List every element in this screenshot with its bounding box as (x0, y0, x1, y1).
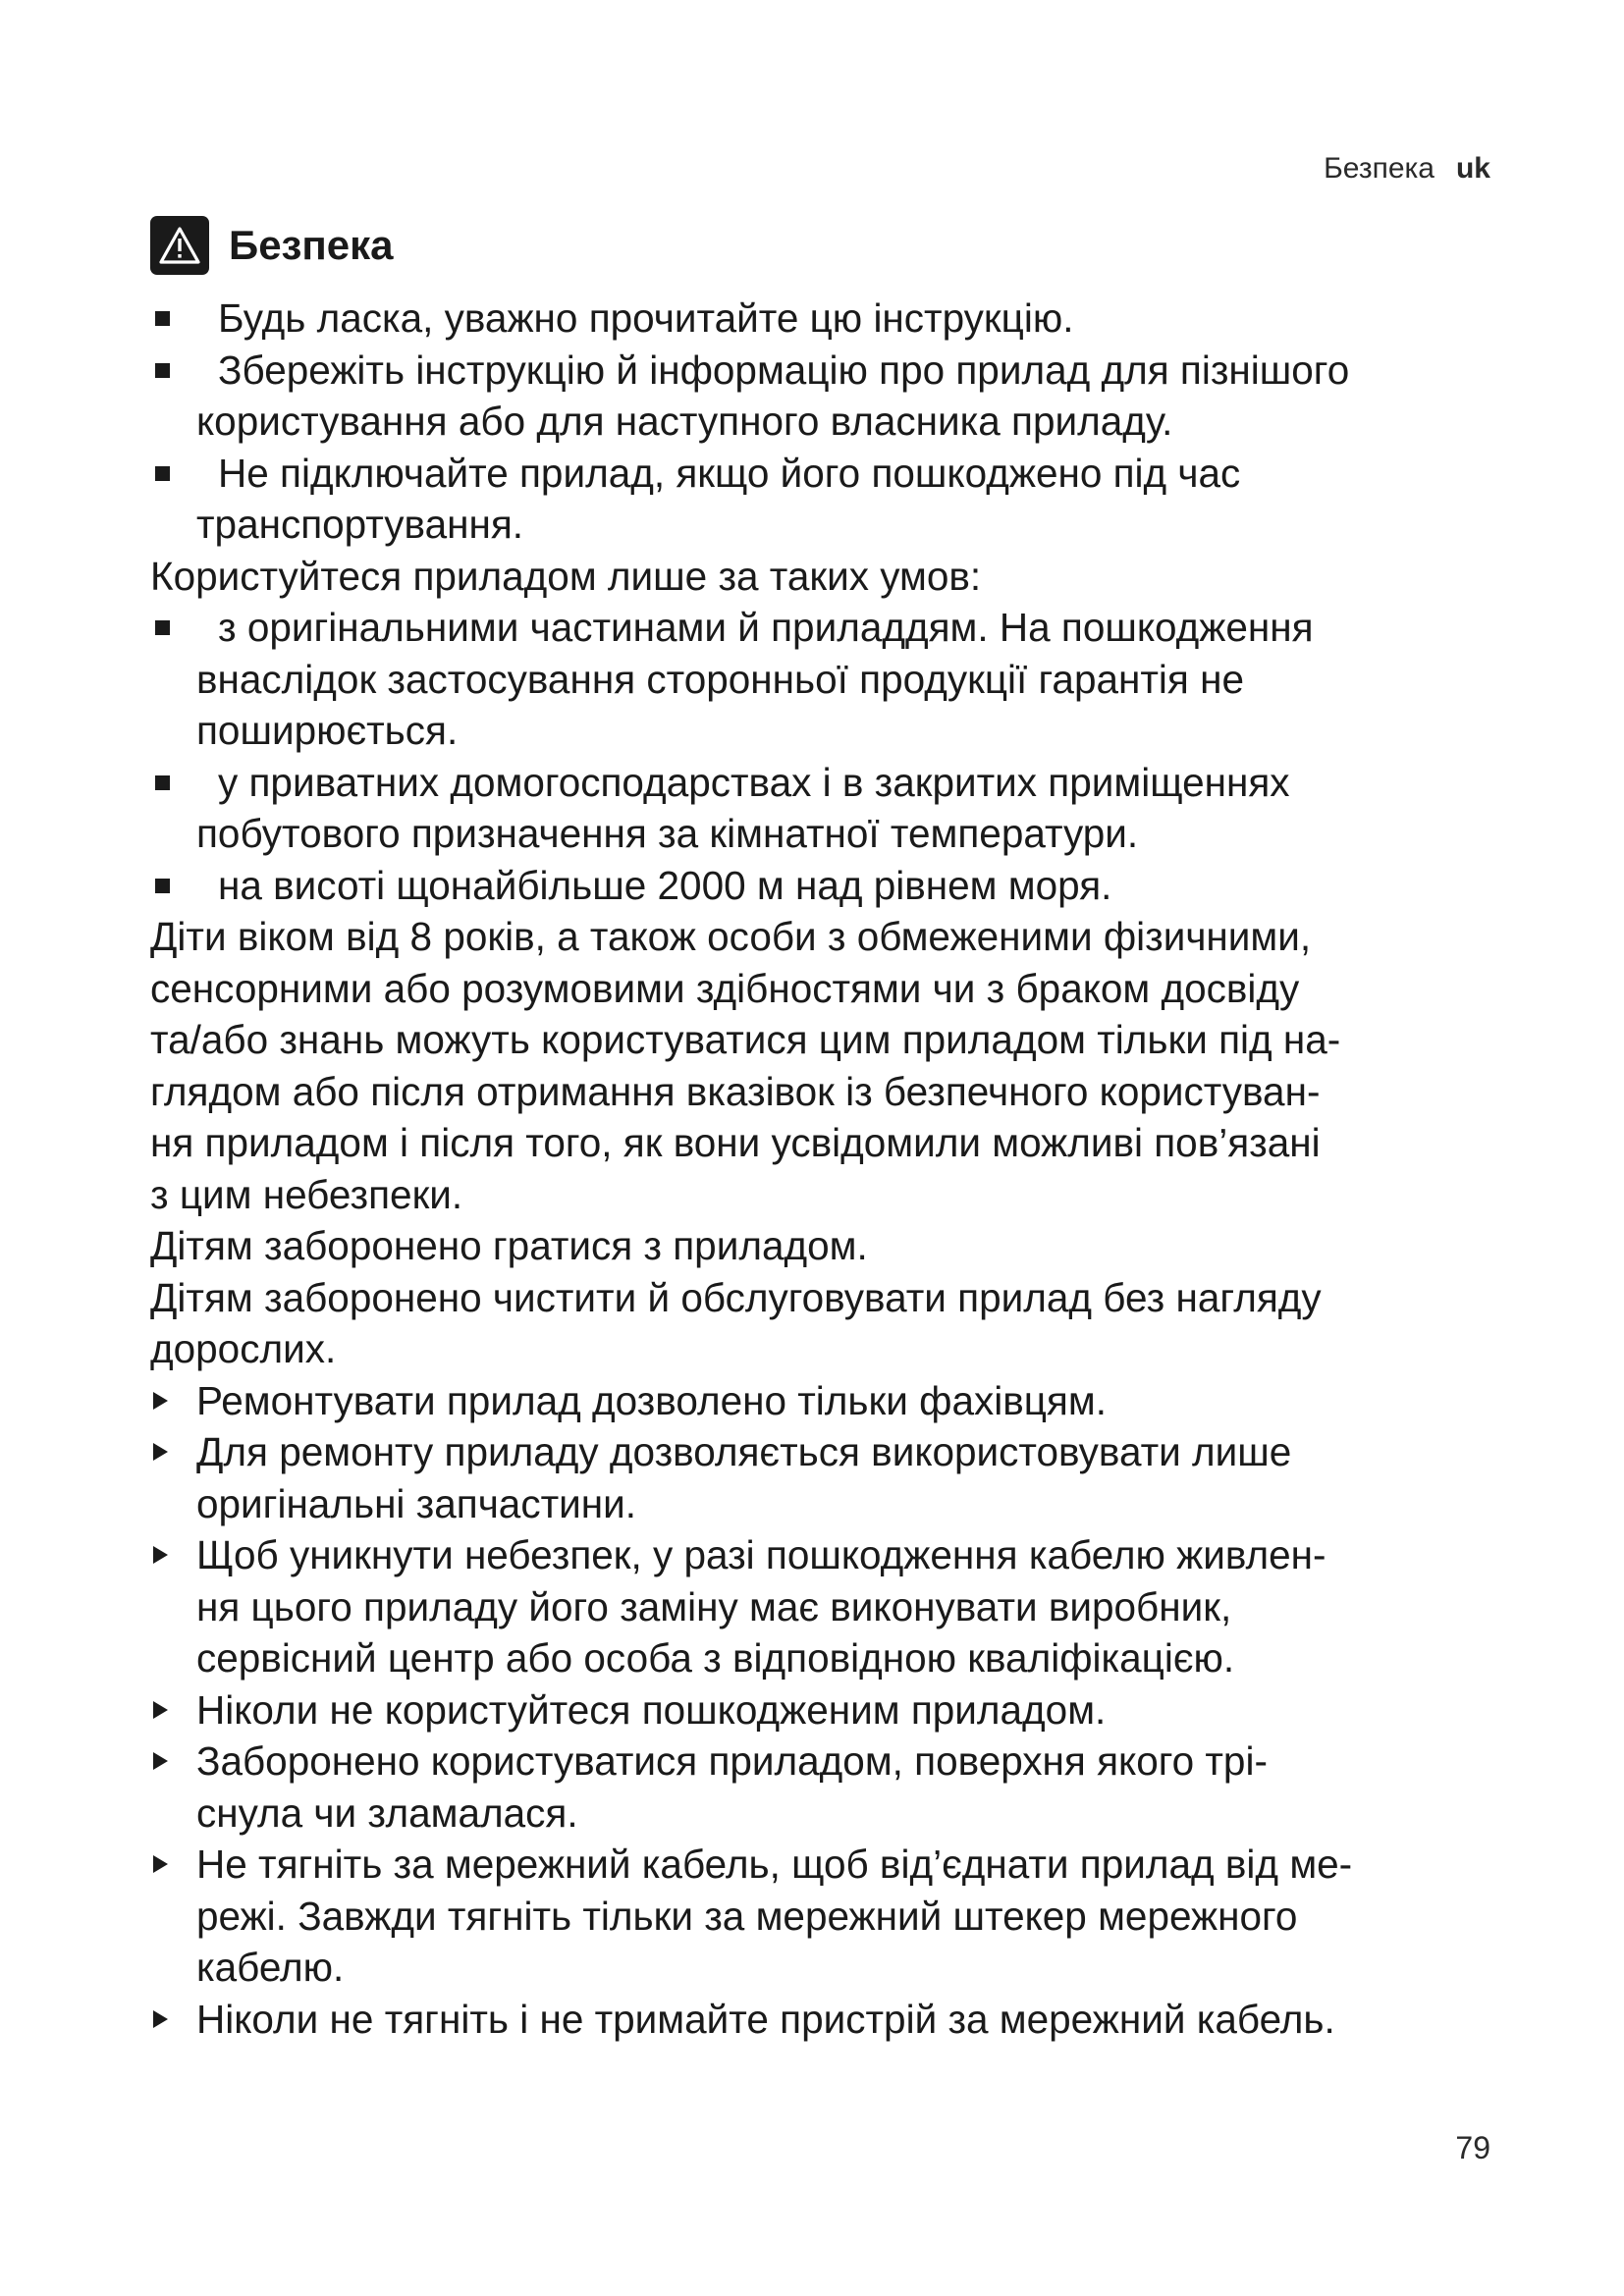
list-item-text: Будь ласка, уважно прочитайте цю інструкцію. (218, 295, 1074, 341)
instruction-item (150, 1994, 1525, 2046)
instruction-text: Ніколи не користуйтеся пошкодженим приладом. (196, 1686, 1107, 1733)
list-item (150, 602, 1525, 757)
arrow-bullet-icon (153, 1752, 168, 1770)
list-item-text-continued: побутового призначення за кімнатної температури. (196, 811, 1139, 856)
list-item-text: на висоті щонайбільше 2000 м над рівнем моря. (218, 862, 1112, 908)
instruction-item (150, 1529, 1525, 1684)
list-item-text: з оригінальними частинами й приладдям. На пошкодження (218, 605, 1314, 650)
list-item-text: Збережіть інструкцію й інформацію про прилад для пізнішого (218, 347, 1350, 393)
header-language-code: uk (1455, 152, 1490, 185)
page-number: 79 (1455, 2130, 1490, 2165)
square-bullet-icon (155, 775, 170, 790)
instruction-text-continued: кабелю. (196, 1945, 345, 1990)
running-header (1324, 149, 1490, 188)
instruction-item (150, 1426, 1525, 1529)
page-content (150, 210, 1525, 2045)
paragraph-line: сенсорними або розумовими здібностями чи з браком досвіду (150, 965, 1300, 1011)
paragraph-line: ня приладом і після того, як вони усвідомили можливі пов’язані (150, 1120, 1321, 1165)
instruction-item (150, 1684, 1525, 1736)
instruction-text-continued: снула чи зламалася. (196, 1789, 578, 1836)
instruction-text: Ніколи не тягніть і не тримайте пристрій за мережний кабель. (196, 1996, 1335, 2042)
instruction-text-continued: режі. Завжди тягніть тільки за мережний штекер мережного (196, 1893, 1298, 1939)
square-bullet-icon (155, 311, 170, 326)
arrow-bullet-icon (153, 1701, 168, 1719)
instruction-text-continued: сервісний центр або особа з відповідною кваліфікацією. (196, 1635, 1235, 1681)
arrow-bullet-icon (153, 1855, 168, 1873)
instruction-text-continued: ня цього приладу його заміну має виконувати виробник, (196, 1583, 1232, 1629)
list-item-text-continued: користування або для наступного власника приладу. (196, 399, 1173, 444)
paragraph-line: глядом або після отримання вказівок із безпечного користуван- (150, 1068, 1321, 1114)
list-item (150, 293, 1525, 345)
paragraph-children-safety (150, 911, 1525, 1220)
instruction-item (150, 1839, 1525, 1994)
warning-triangle-icon (150, 216, 209, 275)
arrow-bullet-icon (153, 1443, 168, 1461)
list-item-text-continued: внаслідок застосування сторонньої продукції гарантія не (196, 656, 1244, 702)
list-item (150, 448, 1525, 551)
instruction-item (150, 1375, 1525, 1427)
instruction-text: Щоб уникнути небезпек, у разі пошкодження кабелю живлен- (196, 1532, 1326, 1577)
list-item (150, 345, 1525, 448)
arrow-bullet-icon (153, 1546, 168, 1564)
square-bullet-icon (155, 620, 170, 635)
instruction-text: Для ремонту приладу дозволяється використовувати лише (196, 1429, 1292, 1474)
list-item-text-continued: поширюється. (196, 708, 459, 753)
paragraph-no-play: Дітям заборонено гратися з приладом. (150, 1223, 868, 1268)
instruction-text: Не тягніть за мережний кабель, щоб від’єднати прилад від ме- (196, 1842, 1353, 1887)
arrow-bullet-icon (153, 1392, 168, 1410)
paragraph-line: дорослих. (150, 1326, 337, 1371)
list-item-text-continued: транспортування. (196, 502, 524, 547)
paragraph-line: Дітям заборонено чистити й обслуговувати прилад без нагляду (150, 1274, 1322, 1320)
instruction-text-continued: оригінальні запчастини. (196, 1480, 636, 1526)
instruction-text: Ремонтувати прилад дозволено тільки фахівцям. (196, 1377, 1107, 1423)
conditions-intro: Користуйтеся приладом лише за таких умов: (150, 553, 982, 599)
square-bullet-icon (155, 363, 170, 378)
paragraph-line: Діти віком від 8 років, а також особи з обмеженими фізичними, (150, 914, 1312, 959)
instruction-text: Заборонено користуватися приладом, поверхня якого трі- (196, 1738, 1268, 1784)
list-item (150, 860, 1525, 912)
list-item-text: у приватних домогосподарствах і в закритих приміщеннях (218, 759, 1290, 805)
instruction-item (150, 1735, 1525, 1839)
paragraph-line: та/або знань можуть користуватися цим приладом тільки під на- (150, 1017, 1341, 1062)
section-title: Безпека (229, 222, 394, 268)
section-heading (150, 210, 1525, 281)
square-bullet-icon (155, 879, 170, 893)
arrow-bullet-icon (153, 2010, 168, 2028)
paragraph-no-clean (150, 1272, 1525, 1375)
list-item-text: Не підключайте прилад, якщо його пошкоджено під час (218, 450, 1241, 496)
square-bullet-icon (155, 466, 170, 481)
header-section-title: Безпека (1324, 152, 1435, 185)
list-item (150, 757, 1525, 860)
paragraph-line: з цим небезпеки. (150, 1171, 463, 1217)
